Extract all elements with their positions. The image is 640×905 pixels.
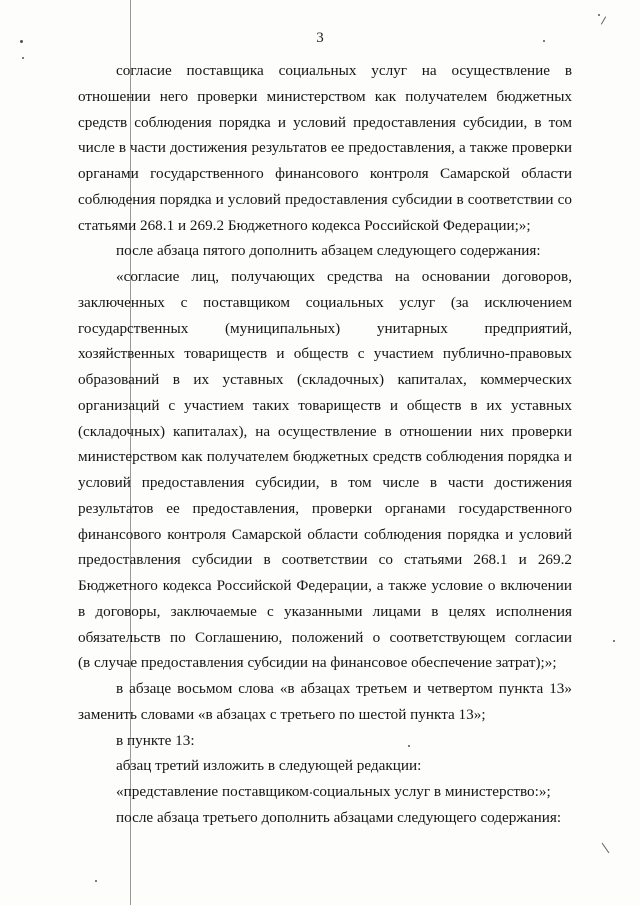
text-line: государственных (муниципальных) унитарных предприятий, — [78, 319, 572, 337]
document-body — [78, 58, 572, 831]
text-line: органами государственного финансового контроля Самарской области — [78, 165, 572, 182]
scan-speck — [95, 880, 97, 882]
text-line: в абзаце восьмом слова «в абзацах третьем и четвертом пункта 13» — [116, 680, 572, 697]
scan-speck — [613, 640, 615, 642]
paragraph — [78, 676, 572, 728]
text-line: хозяйственных товариществ и обществ с участием публично-правовых — [78, 345, 572, 363]
text-line: после абзаца третьего дополнить абзацами следующего содержания: — [116, 808, 562, 826]
paragraph — [78, 753, 572, 779]
text-line: «согласие лиц, получающих средства на основании договоров, — [116, 268, 572, 285]
text-line: (в случае предоставления субсидии на финансовое обеспечение затрат);»; — [78, 654, 557, 672]
paragraph — [78, 238, 572, 264]
text-line: числе в части достижения результатов ее предоставления, а также проверки — [78, 139, 572, 157]
page-number: 3 — [316, 30, 324, 46]
text-line: средств соблюдения порядка и условий предоставления субсидии, в том — [78, 113, 572, 131]
text-line: согласие поставщика социальных услуг на осуществление в — [116, 62, 572, 79]
text-line: заключенных с поставщиком социальных услуг (за исключением — [78, 293, 572, 311]
text-line: организаций с участием таких товариществ и обществ в их уставных — [78, 396, 572, 414]
text-line: финансового контроля Самарской области соблюдения порядка и условий — [78, 525, 572, 543]
text-line: в пункте 13: — [116, 731, 195, 749]
text-line: после абзаца пятого дополнить абзацем следующего содержания: — [116, 242, 541, 260]
text-line: соблюдения порядка и условий предоставления субсидии в соответствии со — [78, 190, 572, 208]
text-line: (складочных) капиталах), на осуществление в отношении них проверки — [78, 422, 572, 440]
text-line: предоставления субсидии в соответствии со статьями 268.1 и 269.2 — [78, 551, 572, 569]
text-line: в договоры, заключаемые с указанными лицами в целях исполнения — [78, 602, 572, 620]
text-line: образований в их уставных (складочных) капиталах, коммерческих — [78, 371, 572, 388]
text-line: заменить словами «в абзацах с третьего по шестой пункта 13»; — [78, 705, 486, 723]
scan-mark — [602, 843, 610, 853]
text-line: министерством как получателем бюджетных средств соблюдения порядка и — [78, 448, 572, 466]
text-line: результатов ее предоставления, проверки органами государственного — [78, 499, 572, 517]
text-line: обязательств по Соглашению, положений о соответствующем согласии — [78, 628, 572, 646]
text-line: «представление поставщиком социальных услуг в министерство:»; — [116, 783, 551, 800]
paragraph — [78, 58, 572, 238]
text-line: абзац третий изложить в следующей редакции: — [116, 757, 422, 775]
scan-speck — [598, 14, 600, 16]
paragraph — [78, 779, 572, 805]
text-line: условий предоставления субсидии, в том числе в части достижения — [78, 474, 572, 491]
scan-mark — [601, 16, 606, 24]
paragraph — [78, 264, 572, 676]
text-line: Бюджетного кодекса Российской Федерации, а также условие о включении — [78, 577, 572, 594]
paragraph — [78, 728, 572, 754]
text-line: статьями 268.1 и 269.2 Бюджетного кодекса Российской Федерации;»; — [78, 216, 531, 234]
scan-speck — [22, 57, 24, 59]
text-line: отношении него проверки министерством как получателем бюджетных — [78, 87, 572, 105]
paragraph — [78, 805, 572, 831]
